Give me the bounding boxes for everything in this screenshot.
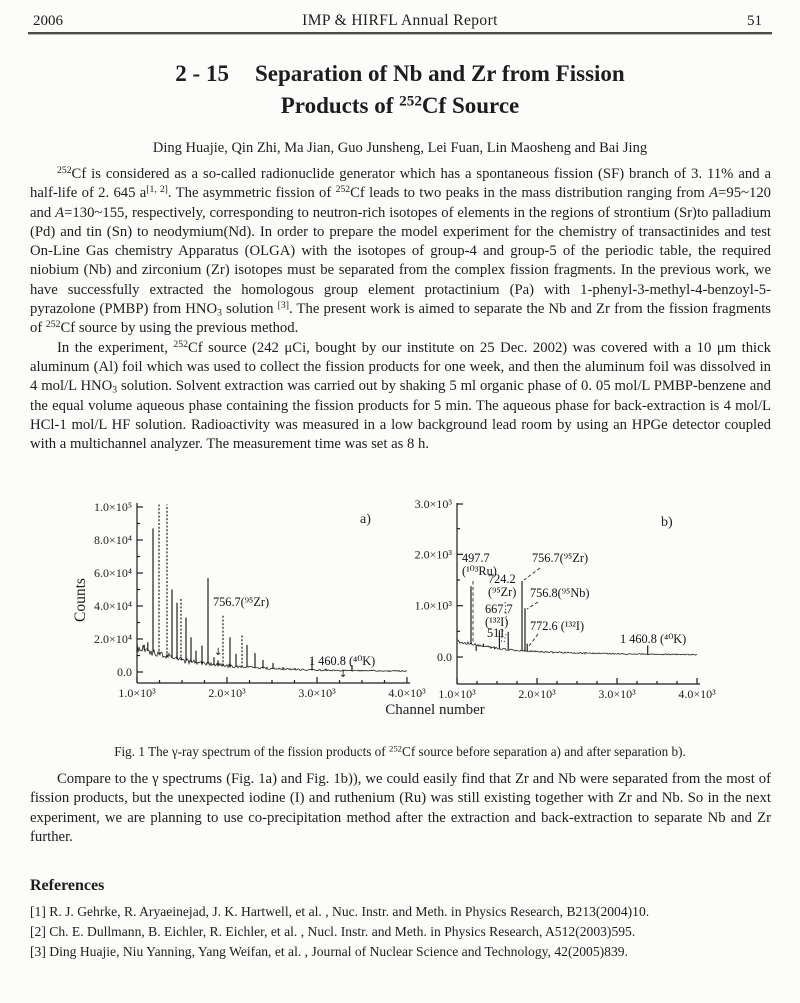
subplot-tag-a: a) bbox=[360, 512, 371, 527]
figure-1 bbox=[0, 497, 800, 739]
svg-text:3.0×10³: 3.0×10³ bbox=[598, 687, 636, 701]
article-title-text: Separation of Nb and Zr from Fission bbox=[254, 61, 625, 86]
figure-caption: Fig. 1 The γ-ray spectrum of the fission products of $^{252}$Cf source before separation a) and after separation b). bbox=[114, 743, 686, 759]
header-page-number: 51 bbox=[747, 13, 762, 29]
x-axis-label: Channel number bbox=[385, 702, 485, 718]
plot-annotation: 667.7 (¹³²I) bbox=[485, 602, 513, 629]
svg-text:8.0×10⁴: 8.0×10⁴ bbox=[94, 533, 132, 547]
reference-item: [2] Ch. E. Dullmann, B. Eichler, R. Eichler, et al. , Nucl. Instr. and Meth. in Physics Research, A512(2003)595. bbox=[30, 923, 636, 939]
svg-text:2.0×10³: 2.0×10³ bbox=[518, 687, 556, 701]
svg-text:1.0×10³: 1.0×10³ bbox=[414, 598, 452, 613]
svg-text:2.0×10⁴: 2.0×10⁴ bbox=[94, 632, 132, 646]
reference-item: [3] Ding Huajie, Niu Yanning, Yang Weifan, et al. , Journal of Nuclear Science and Technology, 42(2005)839. bbox=[30, 943, 628, 959]
svg-text:4.0×10³: 4.0×10³ bbox=[678, 687, 716, 701]
svg-text:3.0×10³: 3.0×10³ bbox=[298, 686, 336, 700]
reference-item: [1] R. J. Gehrke, R. Aryaeinejad, J. K. Hartwell, et al. , Nuc. Instr. and Meth. in Physics Research, B213(2004)10. bbox=[30, 904, 650, 919]
article-title-line2: Products of $^{252}$Cf Source bbox=[280, 92, 520, 118]
article-number: 2 - 15 bbox=[175, 61, 229, 86]
references-heading: References bbox=[30, 877, 105, 894]
plot-annotation: 756.8(⁹⁵Nb) bbox=[530, 586, 590, 600]
svg-text:2.0×10³: 2.0×10³ bbox=[208, 686, 246, 700]
plot-annotation: 772.6 (¹³²I) bbox=[530, 619, 585, 633]
discussion-text bbox=[30, 770, 771, 847]
authors-line: Ding Huajie, Qin Zhi, Ma Jian, Guo Junsheng, Lei Fuan, Lin Maosheng and Bai Jing bbox=[152, 140, 648, 156]
svg-text:1.0×10⁵: 1.0×10⁵ bbox=[94, 500, 132, 514]
paragraph-2: In the experiment, $^{252}$Cf source (242 μCi, bought by our institute on 25 Dec. 2002) was covered with a 10 μm thick aluminum (Al) foil which was used to collect the fission products for one week, and then the aluminum foil was dissolved in 4 mol/L $HNO_3$ solution. Solvent extraction was carried out by shaking 5 ml organic phase of 0. 05 mol/L PMBP-benzene and the equal volume aqueous phase containing the fission products for 5 min. The aqueous phase for back-extraction is 4 mol/L HCl-1 mol/L HF solution. Radioactivity was measured in a low background lead room by using an HPGe detector coupled with a multichannel analyzer. The measurement time was set as 8 h. bbox=[30, 338, 771, 453]
header-journal-title: IMP & HIRFL Annual Report bbox=[302, 12, 498, 29]
y-axis-label: Counts bbox=[72, 578, 89, 622]
svg-text:1.0×10³: 1.0×10³ bbox=[118, 686, 156, 700]
plot-annotation: 756.7(⁹⁵Zr) bbox=[213, 595, 270, 609]
svg-text:4.0×10³: 4.0×10³ bbox=[388, 686, 426, 700]
plot-annotation: 1 460.8 (⁴⁰K) bbox=[309, 654, 376, 668]
plot-annotation: 724.2 (⁹⁵Zr) bbox=[488, 572, 517, 599]
paragraph-1: $^{252}$Cf is considered as a so-called radionuclide generator which has a spontaneous fission (SF) branch of 3. 11% and a half-life of 2. 645 a[1, 2]. The asymmetric fission of $^{252}$Cf leads to two peaks in the mass distribution ranging from A=95~120 and A=130~155, respectively, corresponding to neutron-rich isotopes of elements in the regions of strontium (Sr)to palladium (Pd) and tin (Sn) to neodymium(Nd). In order to prepare the model experiment for the chemistry of transactinides and test On-Line Gas chemistry Apparatus (OLGA) with the isotopes of group-4 and group-5 of the periodic table, the required niobium (Nb) and zirconium (Zr) isotopes must be separated from the complex fission fragments. In the previous work, we have successfully extracted the homologous group element protactinium (Pa) with 1-phenyl-3-methyl-4-benzoyl-5-pyrazolone (PMBP) from $HNO_3$ solution [3]. The present work is aimed to separate the Nb and Zr from the fission fragments of $^{252}$Cf source by using the previous method. bbox=[30, 165, 772, 337]
article-title-line1 bbox=[0, 58, 800, 90]
svg-text:6.0×10⁴: 6.0×10⁴ bbox=[94, 566, 132, 580]
paragraph-3: Compare to the γ spectrums (Fig. 1a) and Fig. 1b)), we could easily find that Zr and Nb were separated from the most of fission products, but the unexpected iodine (I) and ruthenium (Ru) was still existing together with Zr and Nb. So in the next experiment, we are planning to use co-precipitation method after the extraction and back-extraction to separate Nb and Zr further. bbox=[30, 771, 771, 845]
svg-text:2.0×10³: 2.0×10³ bbox=[414, 547, 452, 562]
svg-text:0.0: 0.0 bbox=[437, 650, 452, 664]
article-title bbox=[0, 58, 800, 122]
plot-annotation: 511 bbox=[487, 626, 505, 640]
svg-text:↓: ↓ bbox=[339, 669, 348, 680]
plot-annotation: 1 460.8 (⁴⁰K) bbox=[620, 632, 687, 646]
header-year: 2006 bbox=[33, 13, 63, 29]
plot-annotation: 756.7(⁹⁵Zr) bbox=[532, 551, 589, 565]
svg-text:3.0×10³: 3.0×10³ bbox=[414, 497, 452, 511]
header-rule bbox=[28, 32, 772, 34]
svg-text:↓: ↓ bbox=[214, 647, 223, 658]
svg-text:1.0×10³: 1.0×10³ bbox=[438, 687, 476, 701]
references-list bbox=[30, 902, 777, 961]
plot-annotation: 497.7 (¹⁰³Ru) bbox=[462, 551, 497, 578]
svg-text:0.0: 0.0 bbox=[117, 665, 132, 679]
body-text bbox=[30, 165, 771, 454]
svg-text:4.0×10⁴: 4.0×10⁴ bbox=[94, 599, 132, 613]
subplot-tag-b: b) bbox=[661, 515, 673, 530]
